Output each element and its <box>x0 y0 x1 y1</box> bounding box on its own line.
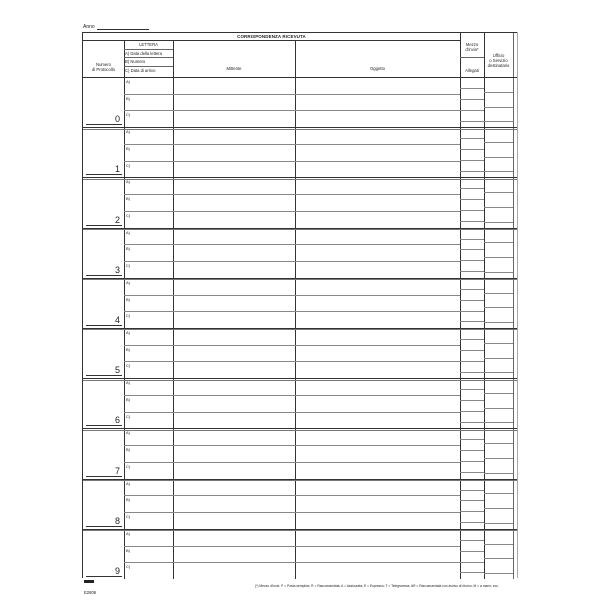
anno-field <box>83 24 149 30</box>
allegati-cell-divider <box>460 171 484 172</box>
protocol-number: 1 <box>115 164 121 175</box>
allegati-cell-divider <box>460 138 484 139</box>
allegati-cell-divider <box>460 210 484 211</box>
allegati-cell-divider <box>460 188 484 189</box>
protocol-number-line <box>86 526 122 527</box>
allegati-cell-divider <box>460 551 484 552</box>
col-divider-lettera <box>173 41 174 579</box>
protocol-group-border <box>83 378 518 379</box>
numero-header <box>83 62 124 72</box>
ufficio-cell-divider <box>484 473 513 474</box>
ufficio-cell-divider <box>484 393 513 394</box>
ufficio-cell-divider <box>484 293 513 294</box>
protocol-number-line <box>86 576 122 577</box>
allegati-cell-divider <box>460 450 484 451</box>
lettera-title: LETTERA <box>124 41 173 50</box>
col-divider-mittente <box>295 41 296 579</box>
sub-row-label: B) <box>126 95 130 101</box>
numero-header-line1: Numero <box>96 62 111 67</box>
sub-row-divider <box>124 110 460 111</box>
allegati-cell-divider <box>460 472 484 473</box>
ufficio-cell-divider <box>484 142 513 143</box>
ufficio-line1: Ufficio <box>492 53 505 58</box>
ufficio-cell-divider <box>484 157 513 158</box>
ufficio-cell-divider <box>484 192 513 193</box>
col-divider-oggetto <box>460 33 461 579</box>
sub-row-label: B) <box>126 447 130 453</box>
allegati-cell-divider <box>460 511 484 512</box>
ufficio-cell-divider <box>484 322 513 323</box>
allegati-cell-divider <box>460 490 484 491</box>
ufficio-cell-divider <box>484 257 513 258</box>
protocol-number: 7 <box>115 465 121 476</box>
sub-row-divider <box>124 311 460 312</box>
protocol-number-line <box>86 425 122 426</box>
brand-mark <box>84 580 94 583</box>
protocol-number-line <box>86 375 122 376</box>
anno-label: Anno <box>83 24 95 30</box>
protocol-group-border <box>83 428 518 429</box>
numero-header-line2: di Protocollo <box>91 67 116 72</box>
allegati-cell-divider <box>460 88 484 89</box>
allegati-cell-divider <box>460 110 484 111</box>
ufficio-cell-divider <box>484 121 513 122</box>
ufficio-cell-divider <box>484 343 513 344</box>
ufficio-cell-divider <box>484 523 513 524</box>
allegati-cell-divider <box>460 249 484 250</box>
allegati-cell-divider <box>460 361 484 362</box>
allegati-cell-divider <box>460 149 484 150</box>
col-divider-allegati <box>484 33 485 579</box>
sub-row-label: B) <box>126 346 130 352</box>
sub-row-divider <box>124 462 460 463</box>
allegati-cell-divider <box>460 321 484 322</box>
sub-row-label: B) <box>126 547 130 553</box>
section-title: CORRISPONDENZA RICEVUTA <box>83 33 460 41</box>
ufficio-line2: o Servizio <box>489 58 508 63</box>
sub-row-label: C) <box>126 413 131 419</box>
ufficio-cell-divider <box>484 508 513 509</box>
allegati-cell-divider <box>460 562 484 563</box>
col-divider-ufficio <box>513 33 514 579</box>
register-sheet <box>82 32 517 578</box>
sub-row-label: B) <box>126 246 130 252</box>
ufficio-cell-divider <box>484 222 513 223</box>
sub-row-label: B) <box>126 296 130 302</box>
allegati-cell-divider <box>460 522 484 523</box>
allegati-cell-divider <box>460 389 484 390</box>
mezzo-divider <box>460 57 484 58</box>
allegati-cell-divider <box>460 500 484 501</box>
allegati-cell-divider <box>460 372 484 373</box>
allegati-cell-divider <box>460 239 484 240</box>
protocol-group-border <box>83 529 518 530</box>
protocol-number-line <box>86 476 122 477</box>
sub-row-divider <box>124 295 460 296</box>
allegati-cell-divider <box>460 461 484 462</box>
mezzo-line1: Mezzo <box>465 42 479 47</box>
ufficio-cell-divider <box>484 171 513 172</box>
protocol-number: 0 <box>115 114 121 125</box>
ufficio-header <box>484 53 513 68</box>
mittente-header: Mittente <box>226 66 242 71</box>
sub-row-divider <box>124 94 460 95</box>
ufficio-cell-divider <box>484 358 513 359</box>
protocol-number: 9 <box>115 566 121 576</box>
sub-row-label: A) <box>126 330 130 335</box>
ufficio-cell-divider <box>484 458 513 459</box>
oggetto-header: Oggetto <box>370 66 385 71</box>
col-divider-numero <box>124 41 125 579</box>
sheet-edge <box>517 32 518 578</box>
lettera-a-label: A) Data della lettera <box>124 50 173 59</box>
sub-row-label: A) <box>126 380 130 386</box>
sub-row-label: A) <box>126 530 130 536</box>
ufficio-cell-divider <box>484 558 513 559</box>
allegati-cell-divider <box>460 99 484 100</box>
protocol-number-line <box>86 325 122 326</box>
sub-row-label: C) <box>126 263 131 269</box>
allegati-cell-divider <box>460 221 484 222</box>
sub-row-label: B) <box>126 497 130 503</box>
ufficio-cell-divider <box>484 493 513 494</box>
ufficio-cell-divider <box>484 372 513 373</box>
sub-row-divider <box>124 495 460 496</box>
sub-row-divider <box>124 211 460 212</box>
sub-row-label: C) <box>126 112 131 118</box>
product-code: E2806 <box>84 590 97 595</box>
sub-row-divider <box>124 194 460 195</box>
ufficio-cell-divider <box>484 422 513 423</box>
protocol-number-line <box>86 275 122 276</box>
ufficio-line3: destinatario <box>487 63 510 68</box>
sub-row-divider <box>124 161 460 162</box>
sub-row-divider <box>124 261 460 262</box>
brand-logo-icon <box>84 580 94 583</box>
allegati-cell-divider <box>460 572 484 573</box>
allegati-cell-divider <box>460 350 484 351</box>
sub-row-label: A) <box>126 279 130 285</box>
protocol-number: 6 <box>115 415 121 426</box>
protocol-group-border <box>83 228 518 229</box>
sub-row-divider <box>124 395 460 396</box>
protocol-number: 4 <box>115 315 121 325</box>
allegati-cell-divider <box>460 289 484 290</box>
ufficio-cell-divider <box>484 573 513 574</box>
allegati-cell-divider <box>460 439 484 440</box>
sub-row-label: A) <box>126 480 130 486</box>
ufficio-cell-divider <box>484 107 513 108</box>
lettera-b-label: B) Numero <box>124 58 173 67</box>
sub-row-label: C) <box>126 514 131 520</box>
protocol-number: 5 <box>115 365 121 376</box>
ufficio-cell-divider <box>484 307 513 308</box>
sub-row-divider <box>124 445 460 446</box>
protocol-group-border <box>83 278 518 279</box>
header-bottom-rule <box>83 77 518 78</box>
allegati-cell-divider <box>460 400 484 401</box>
protocol-group-border <box>83 127 518 128</box>
footer-note: (*) Mezzo d'invio: P = Posta semplice; R = Raccomandata; A = Assicurata; E = Espresso; T = Telegramma; AR = Raccomandata con avviso di ritorno; M = a mano; ecc. <box>255 584 499 588</box>
allegati-cell-divider <box>460 411 484 412</box>
protocol-group-border <box>83 479 518 480</box>
allegati-cell-divider <box>460 199 484 200</box>
sub-row-label: C) <box>126 212 131 218</box>
sub-row-label: C) <box>126 564 131 570</box>
protocol-group-border <box>83 177 518 178</box>
allegati-cell-divider <box>460 271 484 272</box>
anno-line <box>97 25 149 30</box>
protocol-number: 2 <box>115 214 121 225</box>
allegati-cell-divider <box>460 260 484 261</box>
ufficio-cell-divider <box>484 207 513 208</box>
allegati-cell-divider <box>460 300 484 301</box>
mezzo-header <box>460 42 484 52</box>
allegati-cell-divider <box>460 160 484 161</box>
ufficio-cell-divider <box>484 242 513 243</box>
lettera-c-label: C) Data di arrivo <box>125 67 156 73</box>
allegati-cell-divider <box>460 121 484 122</box>
ufficio-cell-divider <box>484 443 513 444</box>
ufficio-cell-divider <box>484 544 513 545</box>
protocol-number-line <box>86 174 122 175</box>
protocol-group-border <box>83 328 518 329</box>
sub-row-divider <box>124 345 460 346</box>
allegati-cell-divider <box>460 540 484 541</box>
allegati-cell-divider <box>460 311 484 312</box>
sub-row-label: C) <box>126 313 131 319</box>
sub-row-divider <box>124 546 460 547</box>
allegati-cell-divider <box>460 422 484 423</box>
ufficio-cell-divider <box>484 92 513 93</box>
sub-row-label: C) <box>126 363 131 369</box>
sub-row-label: A) <box>126 430 130 436</box>
allegati-header: Allegati <box>465 68 479 73</box>
mezzo-line2: d'invio* <box>465 47 479 52</box>
protocol-number: 8 <box>115 515 121 526</box>
ufficio-cell-divider <box>484 272 513 273</box>
protocol-number: 3 <box>115 264 121 275</box>
sub-row-label: A) <box>126 79 130 84</box>
sub-row-divider <box>124 244 460 245</box>
sub-row-label: A) <box>126 129 130 135</box>
protocol-number-line <box>86 124 122 125</box>
sub-row-label: A) <box>126 179 130 185</box>
sub-row-label: C) <box>126 162 131 168</box>
sub-row-label: A) <box>126 229 130 235</box>
allegati-cell-divider <box>460 339 484 340</box>
sub-row-label: B) <box>126 396 130 402</box>
ufficio-cell-divider <box>484 408 513 409</box>
sub-row-divider <box>124 144 460 145</box>
sub-row-label: B) <box>126 196 130 202</box>
sub-row-label: C) <box>126 463 131 469</box>
sub-row-divider <box>124 412 460 413</box>
sub-row-divider <box>124 512 460 513</box>
sub-row-divider <box>124 361 460 362</box>
sub-row-label: B) <box>126 145 130 151</box>
sub-row-divider <box>124 562 460 563</box>
protocol-number-line <box>86 225 122 226</box>
lettera-header <box>124 41 173 77</box>
